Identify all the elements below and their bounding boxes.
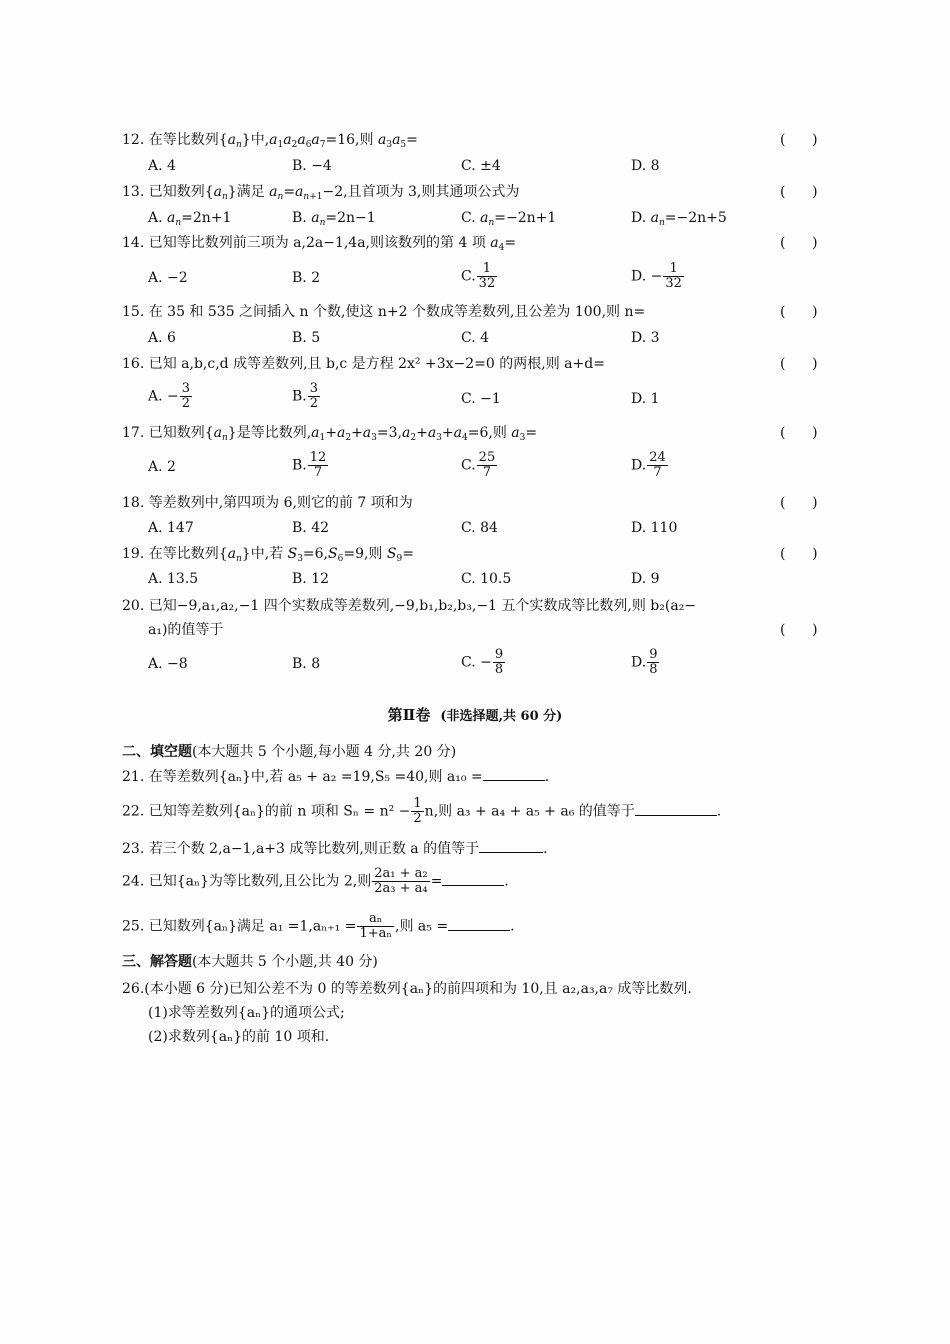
option-c: C. 10.5 [461, 571, 512, 587]
fraction: $\frac{25}{7}$ [478, 450, 496, 480]
option-b: B. $\frac{12}{7}$ [292, 450, 327, 480]
question-20: 20. 已知−9,a₁,a₂,−1 四个实数成等差数列,−9,b₁,b₂,b₃,−1 五个实数成等比数列,则 b₂(a₂− [122, 598, 697, 614]
option-b: B. −4 [292, 158, 332, 174]
option-d: D. − $\frac{1}{32}$ [631, 261, 682, 291]
option-b: B. 2 [292, 270, 321, 286]
question-14: 14. 已知等比数列前三项为 a,2a−1,4a,则该数列的第 4 项 $a_4=$ [122, 235, 517, 253]
fraction: $\frac{12}{7}$ [309, 450, 327, 480]
fraction: $\frac{3}{2}$ [309, 381, 319, 411]
option-a: A. −2 [148, 270, 188, 286]
option-c: C. $a_n=-2n+1$ [461, 210, 557, 228]
option-b: B. 5 [292, 330, 321, 346]
option-b: B. $\frac{3}{2}$ [292, 381, 319, 411]
answer-blank[interactable] [479, 838, 543, 853]
option-a: A. 2 [148, 459, 176, 475]
question-23: 23. 若三个数 2,a−1,a+3 成等比数列,则正数 a 的值等于 . [122, 838, 842, 859]
fraction: $\frac{\text{2a₁ + a₂}}{\text{2a₃ + a₄}}$ [374, 866, 428, 896]
question-26-part-2: (2)求数列{aₙ}的前 10 项和. [148, 1029, 330, 1045]
option-b: B. 12 [292, 571, 330, 587]
answer-bracket: ( ) [780, 495, 818, 511]
option-a: A. 6 [148, 330, 176, 346]
answer-bracket: ( ) [780, 425, 818, 441]
option-b: B. 8 [292, 656, 321, 672]
question-13: 13. 已知数列$\{a_n\}$满足 $a_n=a_{n+1}-2$,且首项为 3,则其通项公式为 [122, 184, 520, 202]
option-c: C. $\frac{25}{7}$ [461, 450, 496, 480]
option-d: D. 9 [631, 571, 660, 587]
option-a: A. $a_n=2n+1$ [148, 210, 232, 228]
part-two-title: 第Ⅱ卷 (非选择题,共 60 分) [387, 706, 563, 724]
option-d: D. $\frac{9}{8}$ [631, 647, 658, 677]
option-b: B. 42 [292, 520, 330, 536]
option-b: B. $a_n=2n-1$ [292, 210, 376, 228]
answer-bracket: ( ) [780, 622, 818, 638]
fraction: $\frac{\text{aₙ}}{\text{1+aₙ}}$ [359, 911, 393, 941]
option-c: C. − $\frac{9}{8}$ [461, 647, 504, 677]
option-c: C. 4 [461, 330, 490, 346]
question-16: 16. 已知 a,b,c,d 成等差数列,且 b,c 是方程 2x² +3x−2=0 的两根,则 a+d= [122, 356, 605, 372]
fraction: $\frac{1}{32}$ [478, 261, 496, 291]
question-25: 25. 已知数列{aₙ}满足 a₁ =1,aₙ₊₁ = $\frac{\text{aₙ}}{\text{1+aₙ}}$ ,则 a₅ = . [122, 911, 515, 941]
option-d: D. 3 [631, 330, 660, 346]
question-26: 26.(本小题 6 分)已知公差不为 0 的等差数列{aₙ}的前四项和为 10,且 a₂,a₃,a₇ 成等比数列. [122, 981, 692, 997]
answer-bracket: ( ) [780, 132, 818, 148]
option-a: A. 147 [148, 520, 194, 536]
fraction: $\frac{24}{7}$ [649, 450, 666, 480]
question-24: 24. 已知{aₙ}为等比数列,且公比为 2,则 $\frac{\text{2a₁ + a₂}}{\text{2a₃ + a₄}}$ = . [122, 866, 509, 896]
option-a: A. − $\frac{3}{2}$ [148, 381, 191, 411]
answer-blank[interactable] [635, 801, 717, 816]
answer-blank[interactable] [483, 766, 545, 781]
option-c: C. −1 [461, 391, 501, 407]
option-d: D. $\frac{24}{7}$ [631, 450, 666, 480]
answer-bracket: ( ) [780, 184, 818, 200]
answer-bracket: ( ) [780, 235, 818, 251]
question-18: 18. 等差数列中,第四项为 6,则它的前 7 项和为 [122, 495, 413, 511]
section-solve-heading: 三、解答题(本大题共 5 个小题,共 40 分) [122, 954, 378, 970]
question-19: 19. 在等比数列$\{a_n\}$中,若 $S_3=6,S_6=9$,则 $S_9=$ [122, 546, 414, 564]
option-a: A. −8 [148, 656, 188, 672]
question-26-part-1: (1)求等差数列{aₙ}的通项公式; [148, 1005, 345, 1021]
option-d: D. 1 [631, 391, 660, 407]
option-a: A. 4 [148, 158, 176, 174]
answer-blank[interactable] [442, 871, 504, 886]
answer-blank[interactable] [448, 916, 510, 931]
fraction: $\frac{1}{2}$ [413, 796, 422, 826]
option-d: D. 8 [631, 158, 660, 174]
answer-bracket: ( ) [780, 304, 818, 320]
fraction: $\frac{9}{8}$ [494, 647, 504, 677]
answer-bracket: ( ) [780, 546, 818, 562]
question-17: 17. 已知数列$\{a_n\}$是等比数列$,a_1+a_2+a_3=3,a_2+a_3+a_4=6$,则 $a_3=$ [122, 425, 538, 443]
question-15: 15. 在 35 和 535 之间插入 n 个数,使这 n+2 个数成等差数列,且公差为 100,则 n= [122, 304, 646, 320]
option-c: C. $\frac{1}{32}$ [461, 261, 496, 291]
question-21: 21. 在等差数列{aₙ}中,若 a₅ + a₂ =19,S₅ =40,则 a₁₀ = . [122, 766, 842, 787]
option-a: A. 13.5 [148, 571, 199, 587]
question-22: 22. 已知等差数列{aₙ}的前 n 项和 Sₙ = n² − $\frac{1}{2}$ n,则 a₃ + a₄ + a₅ + a₆ 的值等于 . [122, 796, 722, 826]
option-d: D. $a_n=-2n+5$ [631, 210, 727, 228]
fraction: $\frac{1}{32}$ [665, 261, 682, 291]
option-d: D. 110 [631, 520, 678, 536]
fraction: $\frac{9}{8}$ [649, 647, 658, 677]
option-c: C. 84 [461, 520, 498, 536]
fraction: $\frac{3}{2}$ [181, 381, 191, 411]
section-fill-in-heading: 二、填空题(本大题共 5 个小题,每小题 4 分,共 20 分) [122, 744, 457, 760]
question-12: 12. 在等比数列$\{a_n\}$中$,a_1a_2a_6a_7=16$,则 $a_3a_5=$ [122, 132, 418, 150]
answer-bracket: ( ) [780, 356, 818, 372]
option-c: C. ±4 [461, 158, 501, 174]
question-20-line2: a₁)的值等于 [148, 622, 224, 638]
